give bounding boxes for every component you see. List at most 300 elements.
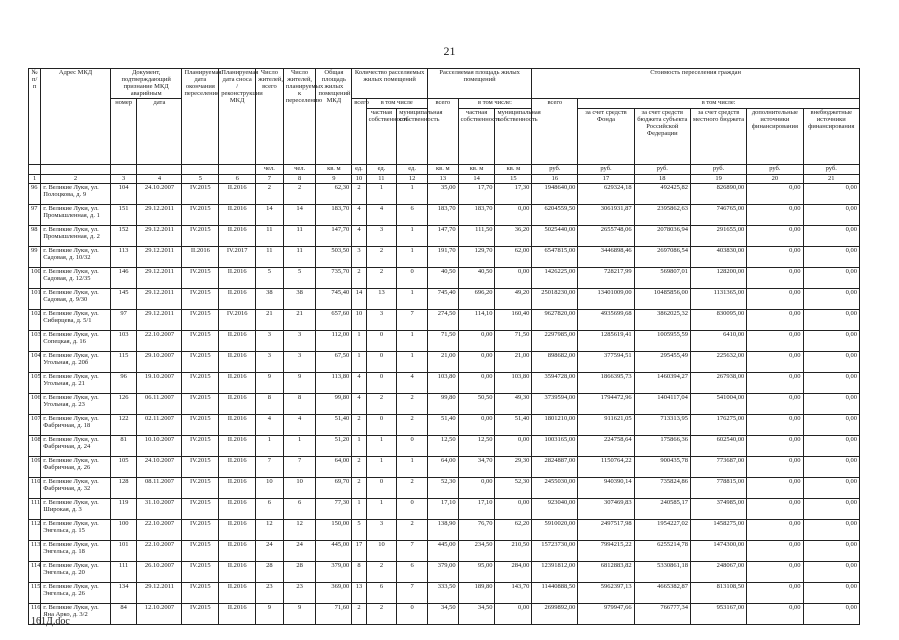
cost-fund-cell: 1866395,73 bbox=[578, 373, 634, 394]
sq-municipal-cell: 143,70 bbox=[495, 583, 532, 604]
cost-local-cell: 1131365,00 bbox=[690, 289, 746, 310]
residents-cell: 3 bbox=[256, 352, 284, 373]
total-area-cell: 64,00 bbox=[316, 457, 352, 478]
qty-municipal-cell: 2 bbox=[397, 478, 428, 499]
qty-private-cell: 0 bbox=[366, 352, 397, 373]
cost-fund-cell: 3446898,46 bbox=[578, 247, 634, 268]
sq-municipal-cell: 49,20 bbox=[495, 289, 532, 310]
unit-cell: кв. м bbox=[495, 165, 532, 175]
doc-number-cell: 81 bbox=[110, 436, 137, 457]
table-row bbox=[29, 583, 860, 604]
cost-extra-cell: 0,00 bbox=[747, 520, 803, 541]
plan-demolition-cell: II.2016 bbox=[219, 394, 256, 415]
table-row bbox=[29, 562, 860, 583]
cost-total-cell: 5910020,00 bbox=[532, 520, 578, 541]
cost-extra-cell: 0,00 bbox=[747, 331, 803, 352]
residents-planned-cell: 6 bbox=[283, 499, 316, 520]
plan-demolition-cell: II.2016 bbox=[219, 541, 256, 562]
cost-subject-cell: 1404117,04 bbox=[634, 394, 690, 415]
plan-demolition-cell: II.2016 bbox=[219, 457, 256, 478]
qty-private-cell: 0 bbox=[366, 373, 397, 394]
qty-municipal-cell: 0 bbox=[397, 604, 428, 625]
doc-number-cell: 115 bbox=[110, 352, 137, 373]
doc-date-cell: 10.10.2007 bbox=[137, 436, 182, 457]
column-number-cell: 20 bbox=[747, 175, 803, 184]
doc-date-cell: 29.12.2011 bbox=[137, 583, 182, 604]
address-cell: г. Великие Луки, ул. Фабричная, д. 32 bbox=[41, 478, 111, 499]
sq-total-cell: 103,80 bbox=[427, 373, 458, 394]
qty-total-cell: 14 bbox=[352, 289, 366, 310]
doc-date-cell: 29.12.2011 bbox=[137, 205, 182, 226]
total-area-cell: 112,00 bbox=[316, 331, 352, 352]
cost-nonbudget-cell: 0,00 bbox=[803, 562, 860, 583]
row-number-cell: 111 bbox=[29, 499, 41, 520]
column-number-cell: 10 bbox=[352, 175, 366, 184]
unit-cell: руб. bbox=[690, 165, 746, 175]
qty-municipal-cell: 1 bbox=[397, 247, 428, 268]
column-number-cell: 19 bbox=[690, 175, 746, 184]
sq-municipal-cell: 49,30 bbox=[495, 394, 532, 415]
unit-cell: кв. м bbox=[458, 165, 495, 175]
qty-private-cell: 2 bbox=[366, 604, 397, 625]
column-number-cell: 1 bbox=[29, 175, 41, 184]
header-cost-fund: за счет средств Фонда bbox=[578, 109, 634, 165]
plan-demolition-cell: II.2016 bbox=[219, 436, 256, 457]
table-row bbox=[29, 310, 860, 331]
cost-extra-cell: 0,00 bbox=[747, 394, 803, 415]
doc-date-cell: 29.12.2011 bbox=[137, 247, 182, 268]
cost-local-cell: 602540,00 bbox=[690, 436, 746, 457]
plan-demolition-cell: II.2016 bbox=[219, 184, 256, 205]
total-area-cell: 71,60 bbox=[316, 604, 352, 625]
cost-fund-cell: 307469,83 bbox=[578, 499, 634, 520]
cost-subject-cell: 735824,86 bbox=[634, 478, 690, 499]
cost-subject-cell: 5330861,18 bbox=[634, 562, 690, 583]
cost-total-cell: 15723730,00 bbox=[532, 541, 578, 562]
cost-local-cell: 773687,00 bbox=[690, 457, 746, 478]
qty-municipal-cell: 2 bbox=[397, 520, 428, 541]
doc-number-cell: 122 bbox=[110, 415, 137, 436]
qty-private-cell: 10 bbox=[366, 541, 397, 562]
plan-demolition-cell: II.2016 bbox=[219, 499, 256, 520]
unit-cell: кв. м bbox=[427, 165, 458, 175]
header-quantity: Количество расселяемых жилых помещений bbox=[352, 69, 428, 99]
total-area-cell: 113,80 bbox=[316, 373, 352, 394]
plan-end-cell: IV.2015 bbox=[182, 478, 219, 499]
residents-planned-cell: 1 bbox=[283, 436, 316, 457]
units-row bbox=[29, 165, 860, 175]
column-number-cell: 2 bbox=[41, 175, 111, 184]
address-cell: г. Великие Луки, ул. Сопецкая, д. 16 bbox=[41, 331, 111, 352]
qty-private-cell: 4 bbox=[366, 205, 397, 226]
cost-extra-cell: 0,00 bbox=[747, 226, 803, 247]
cost-local-cell: 953167,00 bbox=[690, 604, 746, 625]
qty-total-cell: 10 bbox=[352, 310, 366, 331]
sq-private-cell: 34,50 bbox=[458, 604, 495, 625]
column-number-cell: 13 bbox=[427, 175, 458, 184]
cost-total-cell: 1948640,00 bbox=[532, 184, 578, 205]
cost-extra-cell: 0,00 bbox=[747, 310, 803, 331]
residents-planned-cell: 3 bbox=[283, 352, 316, 373]
plan-demolition-cell: IV.2016 bbox=[219, 310, 256, 331]
sq-private-cell: 0,00 bbox=[458, 352, 495, 373]
header-address: Адрес МКД bbox=[41, 69, 111, 165]
header-num: № п/п bbox=[29, 69, 41, 165]
sq-municipal-cell: 62,00 bbox=[495, 247, 532, 268]
sq-total-cell: 21,00 bbox=[427, 352, 458, 373]
qty-municipal-cell: 7 bbox=[397, 541, 428, 562]
doc-date-cell: 08.11.2007 bbox=[137, 478, 182, 499]
residents-cell: 2 bbox=[256, 184, 284, 205]
qty-municipal-cell: 1 bbox=[397, 457, 428, 478]
column-number-cell: 12 bbox=[397, 175, 428, 184]
address-cell: г. Великие Луки, ул. Садовая, д. 10/32 bbox=[41, 247, 111, 268]
header-sq-total: всего bbox=[427, 99, 458, 165]
qty-municipal-cell: 2 bbox=[397, 415, 428, 436]
unit-cell: руб. bbox=[532, 165, 578, 175]
table-row bbox=[29, 415, 860, 436]
cost-extra-cell: 0,00 bbox=[747, 583, 803, 604]
table-row bbox=[29, 520, 860, 541]
address-cell: г. Великие Луки, ул. Полоцкова, д. 9 bbox=[41, 184, 111, 205]
table-row bbox=[29, 331, 860, 352]
unit-cell: ед. bbox=[397, 165, 428, 175]
cost-local-cell: 267938,00 bbox=[690, 373, 746, 394]
residents-planned-cell: 11 bbox=[283, 226, 316, 247]
plan-end-cell: IV.2015 bbox=[182, 562, 219, 583]
plan-demolition-cell: II.2016 bbox=[219, 604, 256, 625]
header-doc-date: дата bbox=[137, 99, 182, 165]
plan-demolition-cell: II.2016 bbox=[219, 226, 256, 247]
column-number-cell: 9 bbox=[316, 175, 352, 184]
table-row bbox=[29, 394, 860, 415]
sq-total-cell: 51,40 bbox=[427, 415, 458, 436]
sq-private-cell: 0,00 bbox=[458, 415, 495, 436]
row-number-cell: 101 bbox=[29, 289, 41, 310]
cost-nonbudget-cell: 0,00 bbox=[803, 247, 860, 268]
cost-nonbudget-cell: 0,00 bbox=[803, 184, 860, 205]
page-number: 21 bbox=[443, 44, 456, 58]
address-cell: г. Великие Луки, ул. Энгельса, д. 20 bbox=[41, 562, 111, 583]
unit-cell: чел. bbox=[283, 165, 316, 175]
cost-fund-cell: 728217,99 bbox=[578, 268, 634, 289]
sq-total-cell: 138,90 bbox=[427, 520, 458, 541]
cost-local-cell: 1458275,00 bbox=[690, 520, 746, 541]
cost-local-cell: 248067,00 bbox=[690, 562, 746, 583]
doc-date-cell: 12.10.2007 bbox=[137, 604, 182, 625]
plan-end-cell: II.2016 bbox=[182, 247, 219, 268]
unit-cell: ед. bbox=[352, 165, 366, 175]
cost-local-cell: 403830,00 bbox=[690, 247, 746, 268]
qty-municipal-cell: 1 bbox=[397, 184, 428, 205]
cost-nonbudget-cell: 0,00 bbox=[803, 415, 860, 436]
cost-total-cell: 1003165,00 bbox=[532, 436, 578, 457]
header-plan-end: Планируемая дата окончания переселения bbox=[182, 69, 219, 165]
cost-total-cell: 11440888,50 bbox=[532, 583, 578, 604]
doc-number-cell: 151 bbox=[110, 205, 137, 226]
sq-municipal-cell: 52,30 bbox=[495, 478, 532, 499]
cost-extra-cell: 0,00 bbox=[747, 289, 803, 310]
plan-end-cell: IV.2015 bbox=[182, 457, 219, 478]
sq-municipal-cell: 0,00 bbox=[495, 499, 532, 520]
total-area-cell: 745,40 bbox=[316, 289, 352, 310]
address-cell: г. Великие Луки, ул. Широкая, д. 3 bbox=[41, 499, 111, 520]
residents-planned-cell: 5 bbox=[283, 268, 316, 289]
residents-cell: 1 bbox=[256, 436, 284, 457]
residents-cell: 12 bbox=[256, 520, 284, 541]
cost-nonbudget-cell: 0,00 bbox=[803, 268, 860, 289]
residents-planned-cell: 14 bbox=[283, 205, 316, 226]
cost-extra-cell: 0,00 bbox=[747, 247, 803, 268]
residents-cell: 11 bbox=[256, 247, 284, 268]
residents-planned-cell: 7 bbox=[283, 457, 316, 478]
qty-private-cell: 0 bbox=[366, 478, 397, 499]
row-number-cell: 110 bbox=[29, 478, 41, 499]
cost-subject-cell: 1954227,02 bbox=[634, 520, 690, 541]
cost-subject-cell: 713313,95 bbox=[634, 415, 690, 436]
cost-extra-cell: 0,00 bbox=[747, 436, 803, 457]
doc-date-cell: 29.12.2011 bbox=[137, 268, 182, 289]
qty-private-cell: 13 bbox=[366, 289, 397, 310]
row-number-cell: 106 bbox=[29, 394, 41, 415]
cost-fund-cell: 2497517,98 bbox=[578, 520, 634, 541]
doc-number-cell: 101 bbox=[110, 541, 137, 562]
residents-cell: 10 bbox=[256, 478, 284, 499]
column-number-cell: 11 bbox=[366, 175, 397, 184]
cost-local-cell: 830095,00 bbox=[690, 310, 746, 331]
residents-planned-cell: 3 bbox=[283, 331, 316, 352]
table-row bbox=[29, 457, 860, 478]
total-area-cell: 99,80 bbox=[316, 394, 352, 415]
sq-municipal-cell: 51,40 bbox=[495, 415, 532, 436]
row-number-cell: 112 bbox=[29, 520, 41, 541]
table-row bbox=[29, 499, 860, 520]
sq-total-cell: 64,00 bbox=[427, 457, 458, 478]
plan-demolition-cell: II.2016 bbox=[219, 352, 256, 373]
cost-subject-cell: 10485856,00 bbox=[634, 289, 690, 310]
header-sq-private: частная собственность bbox=[458, 109, 495, 165]
cost-total-cell: 1801210,00 bbox=[532, 415, 578, 436]
cost-subject-cell: 4665382,87 bbox=[634, 583, 690, 604]
qty-private-cell: 0 bbox=[366, 331, 397, 352]
sq-total-cell: 71,50 bbox=[427, 331, 458, 352]
residents-planned-cell: 23 bbox=[283, 583, 316, 604]
plan-end-cell: IV.2015 bbox=[182, 205, 219, 226]
address-cell: г. Великие Луки, ул. Энгельса, д. 15 bbox=[41, 520, 111, 541]
sq-private-cell: 114,10 bbox=[458, 310, 495, 331]
column-number-cell: 14 bbox=[458, 175, 495, 184]
cost-total-cell: 2455030,00 bbox=[532, 478, 578, 499]
qty-total-cell: 13 bbox=[352, 583, 366, 604]
total-area-cell: 183,70 bbox=[316, 205, 352, 226]
address-cell: г. Великие Луки, ул. Угольная, д. 21 bbox=[41, 373, 111, 394]
plan-demolition-cell: II.2016 bbox=[219, 331, 256, 352]
header-cost-subject: за счет средств бюджета субъекта Российской Федерации bbox=[634, 109, 690, 165]
qty-total-cell: 2 bbox=[352, 478, 366, 499]
header-document: Документ, подтверждающий признание МКД аварийным bbox=[110, 69, 182, 99]
total-area-cell: 503,50 bbox=[316, 247, 352, 268]
doc-number-cell: 146 bbox=[110, 268, 137, 289]
sq-private-cell: 111,50 bbox=[458, 226, 495, 247]
plan-end-cell: IV.2015 bbox=[182, 583, 219, 604]
plan-end-cell: IV.2015 bbox=[182, 184, 219, 205]
header-qty-municipal: муниципальная собственность bbox=[397, 109, 428, 165]
cost-fund-cell: 3061931,87 bbox=[578, 205, 634, 226]
row-number-cell: 102 bbox=[29, 310, 41, 331]
unit-cell: чел. bbox=[256, 165, 284, 175]
residents-planned-cell: 2 bbox=[283, 184, 316, 205]
qty-total-cell: 3 bbox=[352, 247, 366, 268]
residents-cell: 14 bbox=[256, 205, 284, 226]
header-cost-local: за счет средств местного бюджета bbox=[690, 109, 746, 165]
qty-municipal-cell: 7 bbox=[397, 310, 428, 331]
header-doc-number: номер bbox=[110, 99, 137, 165]
residents-planned-cell: 21 bbox=[283, 310, 316, 331]
sq-municipal-cell: 0,00 bbox=[495, 436, 532, 457]
plan-end-cell: IV.2015 bbox=[182, 352, 219, 373]
table-row bbox=[29, 268, 860, 289]
row-number-cell: 109 bbox=[29, 457, 41, 478]
qty-municipal-cell: 6 bbox=[397, 205, 428, 226]
sq-private-cell: 0,00 bbox=[458, 478, 495, 499]
sq-total-cell: 379,00 bbox=[427, 562, 458, 583]
residents-cell: 6 bbox=[256, 499, 284, 520]
total-area-cell: 150,00 bbox=[316, 520, 352, 541]
header-cost-incl: в том числе: bbox=[578, 99, 860, 109]
cost-subject-cell: 175866,36 bbox=[634, 436, 690, 457]
qty-total-cell: 5 bbox=[352, 520, 366, 541]
cost-nonbudget-cell: 0,00 bbox=[803, 541, 860, 562]
column-number-cell: 5 bbox=[182, 175, 219, 184]
sq-private-cell: 696,20 bbox=[458, 289, 495, 310]
cost-total-cell: 9627820,00 bbox=[532, 310, 578, 331]
sq-total-cell: 147,70 bbox=[427, 226, 458, 247]
header-residents: Число жителей, всего bbox=[256, 69, 284, 165]
row-number-cell: 103 bbox=[29, 331, 41, 352]
column-number-cell: 4 bbox=[137, 175, 182, 184]
cost-total-cell: 2824887,00 bbox=[532, 457, 578, 478]
qty-municipal-cell: 6 bbox=[397, 562, 428, 583]
header-total-area: Общая площадь жилых помещений МКД bbox=[316, 69, 352, 165]
cost-total-cell: 923040,00 bbox=[532, 499, 578, 520]
cost-local-cell: 225632,00 bbox=[690, 352, 746, 373]
cost-nonbudget-cell: 0,00 bbox=[803, 373, 860, 394]
cost-local-cell: 176275,00 bbox=[690, 415, 746, 436]
header-qty-private: частная собственность bbox=[366, 109, 397, 165]
sq-private-cell: 234,50 bbox=[458, 541, 495, 562]
total-area-cell: 69,70 bbox=[316, 478, 352, 499]
qty-total-cell: 2 bbox=[352, 184, 366, 205]
residents-planned-cell: 38 bbox=[283, 289, 316, 310]
cost-total-cell: 6547815,00 bbox=[532, 247, 578, 268]
qty-total-cell: 4 bbox=[352, 205, 366, 226]
doc-date-cell: 02.11.2007 bbox=[137, 415, 182, 436]
qty-total-cell: 17 bbox=[352, 541, 366, 562]
sq-total-cell: 52,30 bbox=[427, 478, 458, 499]
cost-fund-cell: 1150764,22 bbox=[578, 457, 634, 478]
row-number-cell: 113 bbox=[29, 541, 41, 562]
doc-date-cell: 26.10.2007 bbox=[137, 562, 182, 583]
address-cell: г. Великие Луки, ул. Садовая, д. 9/30 bbox=[41, 289, 111, 310]
cost-nonbudget-cell: 0,00 bbox=[803, 226, 860, 247]
cost-local-cell: 291655,00 bbox=[690, 226, 746, 247]
residents-cell: 9 bbox=[256, 604, 284, 625]
qty-private-cell: 1 bbox=[366, 184, 397, 205]
qty-private-cell: 3 bbox=[366, 226, 397, 247]
cost-nonbudget-cell: 0,00 bbox=[803, 394, 860, 415]
cost-extra-cell: 0,00 bbox=[747, 352, 803, 373]
sq-municipal-cell: 0,00 bbox=[495, 268, 532, 289]
unit-cell bbox=[137, 165, 182, 175]
cost-nonbudget-cell: 0,00 bbox=[803, 604, 860, 625]
sq-private-cell: 50,50 bbox=[458, 394, 495, 415]
cost-nonbudget-cell: 0,00 bbox=[803, 457, 860, 478]
cost-fund-cell: 6812883,82 bbox=[578, 562, 634, 583]
sq-private-cell: 34,70 bbox=[458, 457, 495, 478]
plan-demolition-cell: II.2016 bbox=[219, 415, 256, 436]
row-number-cell: 98 bbox=[29, 226, 41, 247]
plan-end-cell: IV.2015 bbox=[182, 604, 219, 625]
residents-cell: 9 bbox=[256, 373, 284, 394]
qty-municipal-cell: 7 bbox=[397, 583, 428, 604]
cost-local-cell: 746765,00 bbox=[690, 205, 746, 226]
residents-planned-cell: 4 bbox=[283, 415, 316, 436]
row-number-cell: 96 bbox=[29, 184, 41, 205]
cost-total-cell: 3739594,00 bbox=[532, 394, 578, 415]
qty-private-cell: 2 bbox=[366, 394, 397, 415]
unit-cell: руб. bbox=[578, 165, 634, 175]
cost-subject-cell: 900435,78 bbox=[634, 457, 690, 478]
cost-subject-cell: 2078036,94 bbox=[634, 226, 690, 247]
doc-number-cell: 126 bbox=[110, 394, 137, 415]
qty-total-cell: 2 bbox=[352, 604, 366, 625]
cost-fund-cell: 377594,51 bbox=[578, 352, 634, 373]
cost-subject-cell: 3862025,32 bbox=[634, 310, 690, 331]
doc-number-cell: 103 bbox=[110, 331, 137, 352]
plan-demolition-cell: II.2016 bbox=[219, 520, 256, 541]
unit-cell: ед. bbox=[366, 165, 397, 175]
sq-private-cell: 0,00 bbox=[458, 331, 495, 352]
qty-private-cell: 2 bbox=[366, 562, 397, 583]
header-cost: Стоимость переселения граждан bbox=[532, 69, 860, 99]
doc-number-cell: 97 bbox=[110, 310, 137, 331]
cost-local-cell: 826890,00 bbox=[690, 184, 746, 205]
plan-end-cell: IV.2015 bbox=[182, 226, 219, 247]
footer-filename: 161Д.doc bbox=[31, 616, 70, 627]
cost-nonbudget-cell: 0,00 bbox=[803, 436, 860, 457]
address-cell: г. Великие Луки, ул. Энгельса, д. 18 bbox=[41, 541, 111, 562]
qty-private-cell: 1 bbox=[366, 457, 397, 478]
cost-subject-cell: 492425,82 bbox=[634, 184, 690, 205]
plan-demolition-cell: II.2016 bbox=[219, 205, 256, 226]
row-number-cell: 116 bbox=[29, 604, 41, 625]
residents-cell: 11 bbox=[256, 226, 284, 247]
plan-end-cell: IV.2015 bbox=[182, 289, 219, 310]
row-number-cell: 114 bbox=[29, 562, 41, 583]
cost-subject-cell: 1005955,59 bbox=[634, 331, 690, 352]
cost-fund-cell: 979947,66 bbox=[578, 604, 634, 625]
sq-private-cell: 95,00 bbox=[458, 562, 495, 583]
unit-cell: руб. bbox=[634, 165, 690, 175]
sq-private-cell: 12,50 bbox=[458, 436, 495, 457]
table-row bbox=[29, 205, 860, 226]
table-body bbox=[29, 184, 860, 625]
cost-extra-cell: 0,00 bbox=[747, 541, 803, 562]
plan-end-cell: IV.2015 bbox=[182, 373, 219, 394]
total-area-cell: 62,30 bbox=[316, 184, 352, 205]
row-number-cell: 115 bbox=[29, 583, 41, 604]
cost-fund-cell: 2655748,06 bbox=[578, 226, 634, 247]
